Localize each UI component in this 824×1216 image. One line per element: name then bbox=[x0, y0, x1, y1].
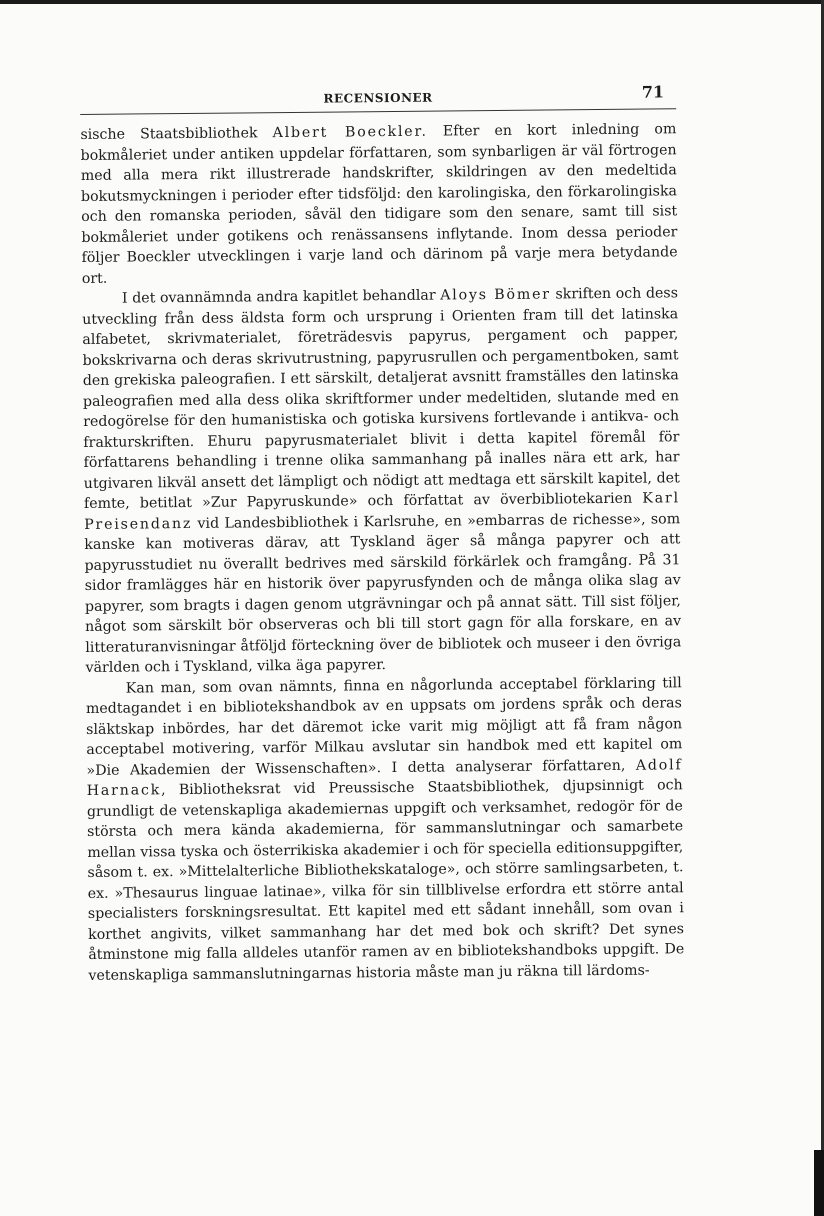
text-run: vid Landesbibliothek i Karlsruhe, en »embarras de richesse», som kanske kan motiveras därav, att Tyskland äger så många papyrer och att papyrusstudiet nu överallt bedrives med särskild förkärlek och framgång. På 31 sidor framlägges här en historik över papyrusfynden och de många olika slag av papyrer, som bragts i dagen genom utgrävningar och på annat sätt. Till sist följer, något som särskilt bör observeras och bli till stort gagn för alla forskare, en av litteraturanvisningar åtföljd förteckning över de bibliotek och museer i den övriga världen och i Tyskland, vilka äga papyrer. bbox=[84, 510, 682, 676]
text-run: skriften och dess utveckling från dess äldsta form och ursprung i Orienten fram till det latinska alfabetet, skrivmaterialet, företrädesvis papyrus, pergament och papper, bokskrivarna och deras skrivutrustning, papyrusrullen och pergamentboken, samt den grekiska paleografien. I ett särskilt, detaljerat avsnitt framställes den latinska paleografien med alla dess olika skriftformer under medeltiden, slutande med en redogörelse för den humanistiska och gotiska kursivens fortlevande i antikva- och frakturskriften. Ehuru papyrusmaterialet blivit i detta kapitel föremål för författarens behandling i trenne olika sammanhang på inalles nära ett ark, har utgivaren likväl ansett det lämpligt och nödigt att medtaga ett särskilt kapitel, det femte, betitlat »Zur Papyruskunde» och författat av överbibliotekarien bbox=[82, 285, 680, 512]
running-title: RECENSIONER bbox=[323, 90, 433, 106]
text-run: Kan man, som ovan nämnts, finna en någorlunda acceptabel förklaring till medtagandet i en bibliotekshandbok av en uppsats om jordens språk och deras släktskap inbördes, har det däremot icke varit mig möjligt att få fram någon acceptabel motivering, varför Milkau avslutar sin handbok med ett kapitel om »Die Akademien der Wissenschaften». I detta analyserar författaren, bbox=[85, 674, 683, 779]
page-number: 71 bbox=[641, 82, 665, 102]
running-head bbox=[80, 82, 676, 115]
scan-corner-mark bbox=[814, 1150, 824, 1216]
text-run: I det ovannämnda andra kapitlet behandlar bbox=[121, 287, 441, 307]
paragraph-2 bbox=[82, 283, 682, 678]
paragraph-1 bbox=[80, 119, 678, 289]
author-name: Adolf Harnack bbox=[86, 756, 683, 799]
text-run: , Bibliotheksrat vid Preussische Staatsbibliothek, djupsinnigt och grundligt de vetenskapliga akademiernas uppgift och verksamhet, redogör för de största och mera kända akademierna, för sammanslutningar och samarbete mellan vissa tyska och österrikiska akademier i och för speciella editionsuppgifter, såsom t. ex. »Mittelalterliche Bibliothekskataloge», och större samlingsarbeten, t. ex. »Thesaurus linguae latinae», vilka för sin tillblivelse erfordra ett större antal specialisters forskningsresultat. Ett kapitel med ett sådant innehåll, som ovan i korthet angivits, vilket sammanhang har det med bok och skrift? Det synes åtminstone mig falla alldeles utanför ramen av en bibliotekshandboks uppgift. De vetenskapliga sammanslutningarnas historia måste man ju räkna till lärdoms- bbox=[86, 777, 685, 984]
text-run: Efter en kort inledning om bokmåleriet under antiken uppdelar författaren, som synbarligen är väl förtrogen med alla mera rikt illustrerade handskrifter, skildringen av den medeltida bokutsmyckningen i perioder efter tidsföljd: den karolingiska, den förkarolingiska och den romanska perioden, såväl den tidigare som den senare, samt till sist bokmåleriet under gotikens och renässansens inflytande. Inom dessa perioder följer Boeckler utvecklingen i varje land och därinom på varje mera betydande ort. bbox=[80, 121, 678, 287]
author-name: Karl Preisendanz bbox=[84, 490, 681, 533]
body-text bbox=[80, 119, 684, 986]
page-content bbox=[80, 82, 685, 986]
author-name: Albert Boeckler. bbox=[272, 123, 428, 142]
text-run: sische Staatsbibliothek bbox=[80, 125, 273, 143]
scan-top-edge bbox=[0, 0, 824, 4]
paragraph-3 bbox=[86, 673, 685, 986]
author-name: Aloys Bömer bbox=[440, 286, 551, 304]
